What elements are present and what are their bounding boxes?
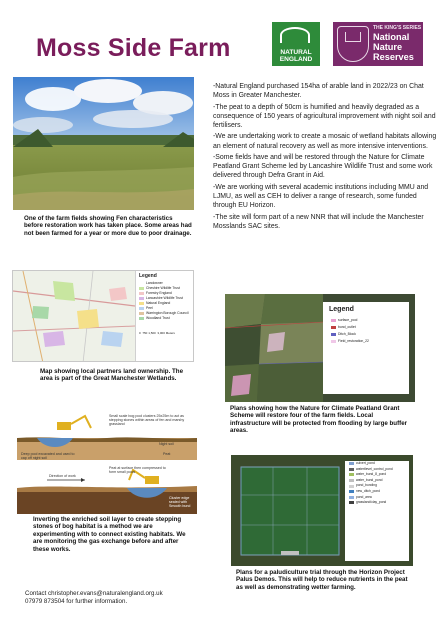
legend-label: Warrington Borough Council	[146, 311, 189, 315]
kings-series-text: THE KING'S SERIES	[373, 25, 422, 31]
grant-scheme-plan	[225, 294, 415, 402]
fen-photo-caption: One of the farm fields showing Fen characteristics before restoration work has taken place. Some areas had not been farmed for a year or more due to poor drainage.	[24, 215, 192, 237]
scale-label: 0	[139, 331, 141, 335]
paludiculture-caption: Plans for a paludiculture trial through the Horizon Project Palus Demos. This will help to reduce nutrients in the peat as well as demonstrating wetter farming.	[236, 569, 408, 591]
legend-swatch	[349, 468, 354, 471]
soil-inversion-diagram	[17, 408, 197, 514]
legend-swatch	[139, 297, 144, 300]
natural-england-logo	[272, 22, 320, 66]
cluster-label: Cluster edge sealed with Smooth bund	[169, 496, 191, 509]
night-soil-label: Night soil	[159, 442, 174, 446]
legend-title: Legend	[329, 306, 354, 313]
natural-england-logo-text: NATURAL ENGLAND	[279, 49, 313, 63]
legend-swatch	[349, 496, 354, 499]
legend-label: culvert_pond	[356, 461, 375, 465]
legend-label: pond_area	[356, 494, 372, 499]
intro-paragraph: -Some fields have and will be restored through the Nature for Climate Peatland Grant Scheme led by Lancashire Wildlife Trust and some work delivered through Defra Grant in Aid.	[213, 153, 433, 180]
land-map-caption: Map showing local partners land ownership. The area is part of the Great Manchester Wetlands.	[40, 368, 184, 383]
legend-swatch	[349, 485, 354, 488]
legend-label: pond_bunding	[356, 483, 377, 488]
legend-swatch	[139, 302, 144, 305]
peat-label: Peat	[163, 452, 171, 456]
legend-item	[136, 316, 194, 321]
legend-label: Landowner	[146, 281, 163, 285]
legend-swatch	[349, 490, 354, 493]
deep-pool-label: Deep pool excavated and used to cap off night soil	[21, 452, 75, 461]
legend-swatch	[349, 501, 354, 504]
legend-label: surface_pool	[338, 318, 358, 322]
legend-label: water_bund_pond	[356, 477, 383, 482]
legend-item	[323, 317, 409, 324]
legend-label: water_bund_8_pond	[356, 472, 387, 477]
national-nature-reserves-logo	[333, 22, 423, 66]
legend-label: grassland/clay_pond	[356, 500, 387, 505]
contact-email-line[interactable]: Contact christopher.evans@naturalengland.org.uk	[25, 590, 163, 597]
legend-label: new_ditch_pond	[356, 488, 381, 493]
intro-paragraph: -The site will form part of a new NNR that will include the Manchester Mosslands SAC sites.	[213, 213, 424, 230]
legend-swatch	[331, 319, 336, 322]
legend-swatch	[139, 282, 144, 285]
legend-swatch	[139, 307, 144, 310]
legend-label: Forestry England	[146, 291, 172, 295]
fen-field-photo	[13, 77, 194, 210]
legend-swatch	[331, 333, 336, 336]
legend-label: Lancashire Wildlife Trust	[146, 296, 183, 300]
intro-paragraph: -We are undertaking work to create a mosaic of wetland habitats allowing an element of natural recovery as well as more intensive interventions.	[213, 133, 437, 150]
direction-label: Direction of work	[49, 474, 76, 478]
legend-title: Legend	[139, 273, 157, 279]
legend-label: Cheshire Wildlife Trust	[146, 286, 180, 290]
legend-item	[323, 331, 409, 338]
leaf-icon	[280, 27, 310, 43]
legend-label: bund_outlet	[338, 325, 356, 329]
legend-swatch	[349, 479, 354, 482]
legend-swatch	[139, 317, 144, 320]
contact-info	[25, 590, 195, 606]
page-title: Moss Side Farm	[36, 34, 231, 62]
surface-label: Peat at surface then compressed to form small pools	[109, 466, 166, 475]
legend-swatch	[139, 312, 144, 315]
legend-label: Ditch_Block	[338, 332, 356, 336]
intro-paragraph: -We are working with several academic institutions including MMU and LJMU, as well as CEH to deliver a range of research, some funded through EU Horizon.	[213, 183, 429, 210]
paludiculture-legend	[345, 461, 409, 561]
soil-inversion-caption: Inverting the enriched soil layer to create stepping stones of bog habitat is a method we are experimenting with to connect existing habitats. We are monitoring the gas exchange before and after these works.	[33, 516, 186, 553]
legend-swatch	[139, 287, 144, 290]
crown-top-icon	[345, 32, 361, 42]
contact-phone-line: 07979 873504 for further information.	[25, 598, 128, 605]
land-map-legend	[135, 271, 194, 362]
small-pools-label: Small scale bog pool clusters 25x25m to act as stepping stones within areas of fen and marshy grassland	[109, 414, 185, 427]
legend-swatch	[349, 473, 354, 476]
legend-label: Woodland Trust	[146, 316, 170, 320]
intro-paragraph: -Natural England purchased 154ha of arable land in 2022/23 on Chat Moss in Greater Manchester.	[213, 83, 424, 100]
legend-label: Field_restoration_22	[338, 339, 369, 343]
legend-label: Natural England	[146, 301, 171, 305]
scale-label: 1,500	[148, 331, 156, 335]
legend-label: Peel	[146, 306, 153, 310]
legend-item	[345, 500, 409, 506]
scale-label: 750	[142, 331, 148, 335]
legend-item	[323, 338, 409, 345]
legend-swatch	[139, 292, 144, 295]
legend-swatch	[331, 340, 336, 343]
scale-label: 3,000 Meters	[157, 331, 175, 335]
grant-plan-caption: Plans showing how the Nature for Climate Peatland Grant Scheme will restore four of the farm fields. Local infrastructure will be protected from flooding by large buffer areas.	[230, 405, 408, 435]
legend-swatch	[349, 462, 354, 465]
nnr-logo-text: National Nature Reserves	[373, 32, 414, 62]
legend-label: watertlevel_control_pond	[356, 466, 393, 471]
legend-item	[323, 324, 409, 331]
paludiculture-plan	[231, 455, 413, 566]
grant-plan-legend	[323, 302, 409, 394]
map-scale-bar	[136, 331, 194, 336]
intro-text	[213, 82, 439, 233]
land-ownership-map	[12, 270, 194, 362]
legend-swatch	[331, 326, 336, 329]
intro-paragraph: -The peat to a depth of 50cm is humified and heavily degraded as a consequence of 150 years of agricultural improvement with night soil and fertilisers.	[213, 103, 436, 129]
